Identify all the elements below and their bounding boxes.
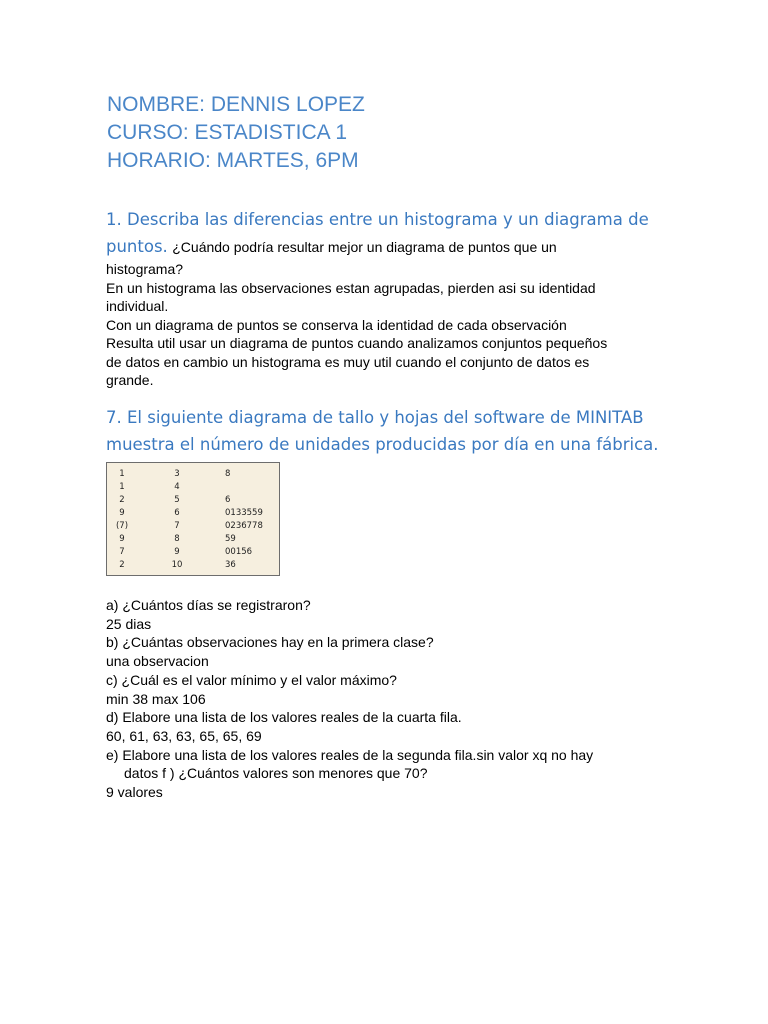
question-b: b) ¿Cuántas observaciones hay en la primera clase? <box>106 634 434 651</box>
depth-cell: 2 <box>119 560 125 570</box>
leaves-cell: 6 <box>225 495 231 505</box>
schedule: HORARIO: MARTES, 6PM <box>107 149 359 172</box>
stem-row <box>107 521 279 534</box>
question-1-answer <box>106 260 666 390</box>
depth-cell: 7 <box>119 547 125 557</box>
stem-cell: 3 <box>174 469 180 479</box>
leaves-cell: 36 <box>225 560 236 570</box>
stem-row <box>107 482 279 495</box>
stem-cell: 9 <box>174 547 180 557</box>
leaves-cell: 00156 <box>225 547 253 557</box>
answer-a: 25 dias <box>106 615 152 632</box>
question-1-title-line1: 1. Describa las diferencias entre un histograma y un diagrama de <box>106 210 649 229</box>
question-7 <box>106 404 666 458</box>
question-1-title-line2: puntos. <box>106 237 168 256</box>
stem-and-leaf-table <box>106 462 280 576</box>
stem-row <box>107 547 279 560</box>
depth-cell: 1 <box>119 469 125 479</box>
question-1 <box>106 206 666 390</box>
stem-cell: 5 <box>174 495 180 505</box>
question-7-title-line1: 7. El siguiente diagrama de tallo y hojas del software de MINITAB <box>106 408 644 427</box>
stem-row <box>107 534 279 547</box>
answer-c: min 38 max 106 <box>106 690 206 707</box>
answer-line: de datos en cambio un histograma es muy util cuando el conjunto de datos es <box>106 353 590 370</box>
question-c: c) ¿Cuál es el valor mínimo y el valor máximo? <box>106 671 397 688</box>
answer-line: Resulta util usar un diagrama de puntos cuando analizamos conjuntos pequeños <box>106 335 608 351</box>
answer-d: 60, 61, 63, 63, 65, 65, 69 <box>106 727 262 744</box>
question-d: d) Elabore una lista de los valores reales de la cuarta fila. <box>106 709 462 726</box>
leaves-cell: 0133559 <box>225 508 263 518</box>
answer-b: una observacion <box>106 653 209 670</box>
stem-cell: 10 <box>171 560 183 570</box>
depth-cell: 2 <box>119 495 125 505</box>
stem-row <box>107 508 279 521</box>
question-f: datos f ) ¿Cuántos valores son menores que 70? <box>124 765 428 782</box>
stem-row <box>107 495 279 508</box>
stem-row <box>107 469 279 482</box>
question-e: e) Elabore una lista de los valores reales de la segunda fila.sin valor xq no hay <box>106 746 594 763</box>
answer-line: grande. <box>106 372 154 388</box>
stem-cell: 8 <box>174 534 180 544</box>
leaves-cell: 0236778 <box>225 521 263 531</box>
answer-line: individual. <box>106 298 169 314</box>
student-header <box>107 91 365 175</box>
depth-cell: (7) <box>115 521 129 531</box>
stem-cell: 6 <box>174 508 180 518</box>
depth-cell: 1 <box>119 482 125 492</box>
question-1-title-line2-wrap <box>106 233 666 260</box>
answer-f: 9 valores <box>106 784 163 801</box>
stem-cell: 7 <box>174 521 180 531</box>
answer-line: En un histograma las observaciones estan agrupadas, pierden asi su identidad <box>106 279 596 296</box>
answer-line: Con un diagrama de puntos se conserva la identidad de cada observación <box>106 316 567 333</box>
leaves-cell: 8 <box>225 469 231 479</box>
questions-and-answers <box>106 596 666 802</box>
question-1-subquestion: ¿Cuándo podría resultar mejor un diagrama de puntos que un <box>172 239 557 255</box>
depth-cell: 9 <box>119 508 125 518</box>
question-7-title-line2: muestra el número de unidades producidas por día en una fábrica. <box>106 435 659 454</box>
depth-cell: 9 <box>119 534 125 544</box>
stem-row <box>107 560 279 573</box>
stem-cell: 4 <box>174 482 180 492</box>
answer-line: histograma? <box>106 261 184 277</box>
student-name: NOMBRE: DENNIS LOPEZ <box>107 93 365 116</box>
course-name: CURSO: ESTADISTICA 1 <box>107 121 347 144</box>
leaves-cell: 59 <box>225 534 236 544</box>
question-a: a) ¿Cuántos días se registraron? <box>106 597 311 613</box>
